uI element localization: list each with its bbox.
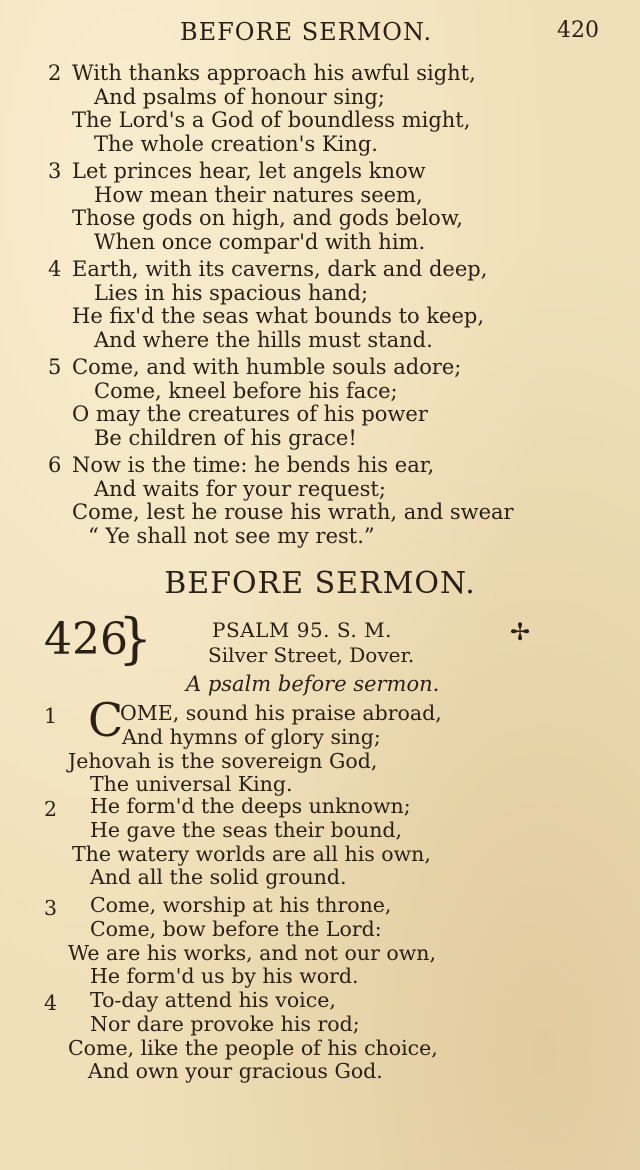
verse-line: Now is the time: he bends his ear, xyxy=(72,453,435,477)
verse-426-4 xyxy=(0,989,640,1084)
verse-number: 1 xyxy=(44,704,58,728)
verse-line: We are his works, and not our own, xyxy=(68,940,437,965)
verse-number: 2 xyxy=(48,61,62,85)
verse-line: And own your gracious God. xyxy=(88,1059,383,1084)
verse-line: OME, sound his praise abroad, xyxy=(120,701,442,725)
verse-number: 3 xyxy=(48,159,62,183)
tune-names: Silver Street, Dover. xyxy=(208,643,415,667)
verse-line: And where the hills must stand. xyxy=(94,327,433,352)
verse-line: The watery worlds are all his own, xyxy=(72,841,431,866)
verse-number: 3 xyxy=(44,896,58,920)
verse-line: Lies in his spacious hand; xyxy=(94,280,369,305)
verse-line: When once compar'd with him. xyxy=(94,229,426,254)
verse-426-2 xyxy=(0,795,640,890)
verse-425-3 xyxy=(0,160,640,254)
verse-line: The whole creation's King. xyxy=(94,131,378,156)
verse-line: With thanks approach his awful sight, xyxy=(72,61,476,85)
ornament-icon: ✢ xyxy=(510,618,531,646)
verse-number: 6 xyxy=(48,453,62,477)
verse-line: How mean their natures seem, xyxy=(94,182,423,207)
verse-line: The Lord's a God of boundless might, xyxy=(72,108,471,132)
verse-line: “ Ye shall not see my rest.” xyxy=(88,523,375,548)
verse-line: Come, and with humble souls adore; xyxy=(72,355,462,379)
verse-line: O may the creatures of his power xyxy=(72,402,428,426)
verse-line: And waits for your request; xyxy=(94,476,386,501)
verse-line: Let princes hear, let angels know xyxy=(72,159,426,183)
verse-line: He fix'd the seas what bounds to keep, xyxy=(72,304,485,328)
verse-line: Come, like the people of his choice, xyxy=(68,1035,438,1060)
verse-line: And all the solid ground. xyxy=(90,865,347,890)
hymn-number: 426 xyxy=(44,614,128,665)
verse-number: 4 xyxy=(48,257,62,281)
verse-line: He gave the seas their bound, xyxy=(90,817,403,842)
verse-426-1 xyxy=(0,702,640,797)
brace-mark: } xyxy=(118,607,153,670)
verse-425-6 xyxy=(0,454,640,548)
verse-line: And hymns of glory sing; xyxy=(122,724,381,749)
page-number: 420 xyxy=(557,18,599,43)
verse-425-5 xyxy=(0,356,640,450)
verse-line: The universal King. xyxy=(90,772,293,797)
verse-number: 2 xyxy=(44,797,58,821)
section-title: BEFORE SERMON. xyxy=(164,566,476,601)
verse-line: Be children of his grace! xyxy=(94,425,357,450)
verse-425-2 xyxy=(0,62,640,156)
verse-line: Nor dare provoke his rod; xyxy=(90,1011,360,1036)
verse-line: He form'd the deeps unknown; xyxy=(90,794,411,818)
verse-line: Those gods on high, and gods below, xyxy=(72,206,463,230)
verse-425-4 xyxy=(0,258,640,352)
hymn-subtitle: A psalm before sermon. xyxy=(186,672,440,696)
verse-line: Come, bow before the Lord: xyxy=(90,916,382,941)
verse-line: And psalms of honour sing; xyxy=(94,84,385,109)
verse-line: Earth, with its caverns, dark and deep, xyxy=(72,257,488,281)
running-title: BEFORE SERMON. xyxy=(180,18,433,46)
verse-line: To-day attend his voice, xyxy=(90,988,336,1012)
verse-number: 4 xyxy=(44,991,58,1015)
verse-line: Come, kneel before his face; xyxy=(94,378,398,403)
drop-cap: C xyxy=(88,693,124,747)
verse-number: 5 xyxy=(48,355,62,379)
psalm-meter: PSALM 95. S. M. xyxy=(212,618,392,642)
running-header xyxy=(0,14,640,48)
verse-line: Come, worship at his throne, xyxy=(90,893,392,917)
verse-line: Jehovah is the sovereign God, xyxy=(68,748,378,773)
verse-426-3 xyxy=(0,894,640,989)
verse-line: He form'd us by his word. xyxy=(90,964,359,989)
verse-line: Come, lest he rouse his wrath, and swear xyxy=(72,500,514,524)
